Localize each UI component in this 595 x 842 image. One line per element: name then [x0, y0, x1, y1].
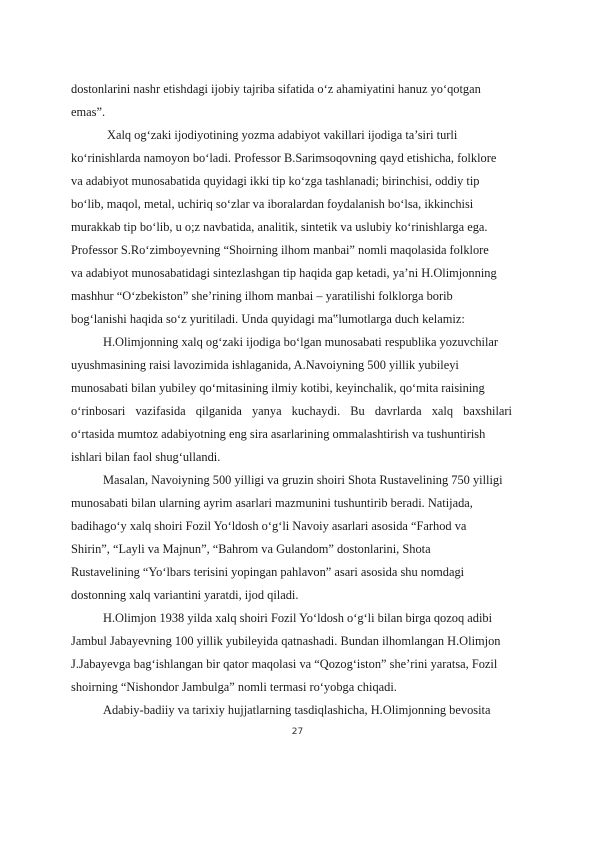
text-line: H.Olimjon 1938 yilda xalq shoiri Fozil Yo‘ldosh o‘g‘li bilan birga qozoq adibi: [103, 611, 493, 625]
text-line: Shirin”, “Layli va Majnun”, “Bahrom va Gulandom” dostonlarini, Shota: [71, 542, 431, 556]
text-line: va adabiyot munosabatidagi sintezlashgan tip haqida gap ketadi, ya’ni H.Olimjonning: [71, 266, 497, 280]
page-number: 27: [291, 727, 304, 737]
text-line: ko‘rinishlarda namoyon bo‘ladi. Professor B.Sarimsoqovning qayd etishicha, folklore: [71, 151, 497, 165]
text-line: emas”.: [71, 105, 106, 119]
text-line: murakkab tip bo‘lib, u o;z navbatida, analitik, sintetik va uslubiy ko‘rinishlarga ega.: [71, 220, 488, 234]
text-line: dostonlarini nashr etishdagi ijobiy tajriba sifatida o‘z ahamiyatini hanuz yo‘qotgan: [71, 82, 481, 96]
text-line: Professor S.Ro‘zimboyevning “Shoirning ilhom manbai” nomli maqolasida folklore: [71, 243, 489, 257]
text-line: H.Olimjonning xalq og‘zaki ijodiga bo‘lgan munosabati respublika yozuvchilar: [103, 335, 499, 349]
text-line: uyushmasining raisi lavozimida ishlaganida, A.Navoiyning 500 yillik yubileyi: [71, 358, 459, 372]
text-line: o‘rtasida mumtoz adabiyotning eng sira asarlarining ommalashtirish va tushuntirish: [71, 427, 486, 441]
text-line: badihago‘y xalq shoiri Fozil Yo‘ldosh o‘g‘li Navoiy asarlari asosida “Farhod va: [71, 519, 467, 533]
text-line: va adabiyot munosabatida quyidagi ikki tip ko‘zga tashlanadi; birinchisi, oddiy tip: [71, 174, 480, 188]
text-line: shoirning “Nishondor Jambulga” nomli termasi ro‘yobga chiqadi.: [71, 680, 397, 694]
text-line: Jambul Jabayevning 100 yillik yubileyida qatnashadi. Bundan ilhomlangan H.Olimjon: [71, 634, 501, 648]
text-line: munosabati bilan ularning ayrim asarlari mazmunini tushuntirib beradi. Natijada,: [71, 496, 473, 510]
text-line: bo‘lib, maqol, metal, uchiriq so‘zlar va iboralardan foydalanish bo‘lsa, ikkinchisi: [71, 197, 474, 211]
text-line: Xalq og‘zaki ijodiyotining yozma adabiyot vakillari ijodiga ta’siri turli: [107, 128, 458, 142]
text-line: dostonning xalq variantini yaratdi, ijod qiladi.: [71, 588, 299, 602]
text-line: Adabiy-badiiy va tarixiy hujjatlarning tasdiqlashicha, H.Olimjonning bevosita: [103, 703, 491, 717]
text-line: Masalan, Navoiyning 500 yilligi va gruzin shoiri Shota Rustavelining 750 yilligi: [103, 473, 503, 487]
text-line: bog‘lanishi haqida so‘z yuritiladi. Unda quyidagi ma‟lumotlarga duch kelamiz:: [71, 312, 465, 326]
text-line: munosabati bilan yubiley qo‘mitasining ilmiy kotibi, keyinchalik, qo‘mita raisining: [71, 381, 485, 395]
text-line: o‘rinbosari vazifasida qilganida yanya kuchaydi. Bu davrlarda xalq baxshilari: [71, 404, 512, 418]
text-line: mashhur “O‘zbekiston” she’rining ilhom manbai – yaratilishi folklorga borib: [71, 289, 453, 303]
text-line: ishlari bilan faol shug‘ullandi.: [71, 450, 221, 464]
text-line: J.Jabayevga bag‘ishlangan bir qator maqolasi va “Qozog‘iston” she’rini yaratsa, Fozil: [71, 657, 498, 671]
text-line: Rustavelining “Yo‘lbars terisini yopingan pahlavon” asari asosida shu nomdagi: [71, 565, 465, 579]
